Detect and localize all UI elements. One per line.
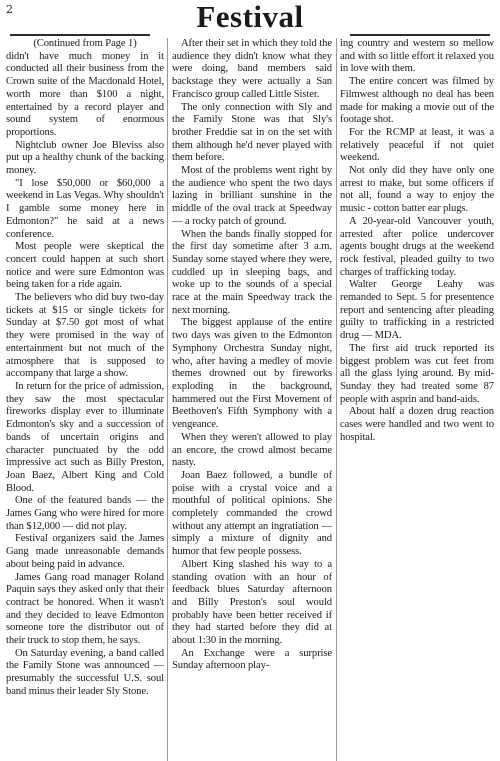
article-paragraph: For the RCMP at least, it was a relatively peaceful if not quiet weekend. [340,126,494,164]
page-number: 2 [6,3,13,16]
article-paragraph: In return for the price of admission, they saw the most spectacular fireworks display ever to illuminate Edmonton's sky and a succession of bands of uncertain origins and character punctuated by the odd impressive act such as Billy Preston, Joan Baez, Albert King and Cold Blood. [6,380,164,494]
article-column-2 [172,38,332,761]
article-paragraph: The entire concert was filmed by Filmwest although no deal has been made for making a movie out of the footage shot. [340,76,494,126]
article-paragraph: ing country and western so mellow and with so little effort it relaxed you in love with them. [340,38,494,75]
article-paragraph: Most people were skeptical the concert could happen at such short notice and were sure Edmonton was being taken for a ride again. [6,241,164,291]
article-paragraph: The only connection with Sly and the Family Stone was that Sly's brother Freddie sat in on the set with them although he'd never played with them before. [172,101,332,164]
article-paragraph: When they weren't allowed to play an encore, the crowd almost became nasty. [172,431,332,469]
headline-rule-left [10,34,150,36]
article-paragraph: A 20-year-old Vancouver youth, arrested after police undercover agents bought drugs at the weekend rock festival, pleaded guilty to two charges of trafficking today. [340,215,494,278]
article-paragraph: Walter George Leahy was remanded to Sept. 5 for presentence report and sentencing after pleading guilty to trafficking in a restricted drug — MDA. [340,279,494,342]
article-paragraph: The believers who did buy two-day tickets at $15 or single tickets for Sunday at $7.50 got most of what they were promised in the way of entertainment but not much of the atmosphere that is supposed to accompany that large a show. [6,292,164,380]
article-column-1 [6,38,164,761]
article-paragraph: One of the featured bands — the James Gang who were hired for more than $12,000 — did not play. [6,495,164,532]
article-paragraph: Festival organizers said the James Gang made unreasonable demands about being paid in advance. [6,533,164,570]
column-divider [167,38,168,761]
article-paragraph: On Saturday evening, a band called the Family Stone was announced — presumably the successful U.S. soul band minus their leader Sly Stone. [6,647,164,697]
headline-rule-right [350,34,490,36]
article-paragraph: When the bands finally stopped for the first day sometime after 3 a.m. Sunday some stayed where they were, cuddled up in sleeping bags, and woke up to the sounds of a special race at the main Speedway track the next morning. [172,228,332,316]
article-paragraph: Joan Baez followed, a bundle of poise with a crystal voice and a mouthful of political opinions. She completely commanded the crowd without any attempt an ingratiation — simply a mixture of dignity and humor that few people possess. [172,469,332,558]
article-paragraph: Albert King slashed his way to a standing ovation with an hour of feedback blues Saturday afternoon and Billy Preston's soul would probably have been better received if they had started before they did at about 1:30 in the morning. [172,558,332,647]
article-paragraph: Nightclub owner Joe Bleviss also put up a healthy chunk of the backing money. [6,139,164,177]
article-paragraph: About half a dozen drug reaction cases were handled and two went to hospital. [340,406,494,443]
article-paragraph: didn't have much money in it conducted all their business from the Crown suite of the Macdonald Hotel, worth more than $100 a night, entertained by a record player and sound system of enormous proportions. [6,50,164,138]
column-divider [336,38,337,761]
article-paragraph: Not only did they have only one arrest to make, but some officers if not all, found a way to enjoy the music - cotton batter ear plugs. [340,165,494,215]
article-paragraph: The first aid truck reported its biggest problem was cut feet from all the glass lying around. By mid-Sunday they had treated some 87 people with asprin and band-aids. [340,342,494,405]
article-paragraph: The biggest applause of the entire two days was given to the Edmonton Symphony Orchestra Sunday night, who, after having a medley of movie themes drowned out by fireworks exploding in the background, hammered out the First Movement of Beethoven's Fifth Symphony with a vengeance. [172,317,332,431]
continuation-note: (Continued from Page 1) [33,38,137,49]
article-paragraph: "I lose $50,000 or $60,000 a weekend in Las Vegas. Why shouldn't I gamble some money here in Edmonton?" he said at a news conference. [6,177,164,240]
article-paragraph: Most of the problems went right by the audience who spent the two days lazing in brilliant sunshine in the middle of the oval track at Speedway — a rocky patch of ground. [172,165,332,227]
article-paragraph: After their set in which they told the audience they didn't know what they were doing, band members said backstage they were actually a San Francisco group called Little Sister. [172,38,332,100]
article-paragraph: An Exchange were a surprise Sunday afternoon play- [172,647,332,672]
article-paragraph: James Gang road manager Roland Paquin says they asked only that their contract be honored. When it wasn't and they decided to leave Edmonton someone tore the distributor out of their truck to stop them, he says. [6,571,164,647]
article-column-3 [340,38,494,761]
page-headline: Festival [196,0,304,34]
